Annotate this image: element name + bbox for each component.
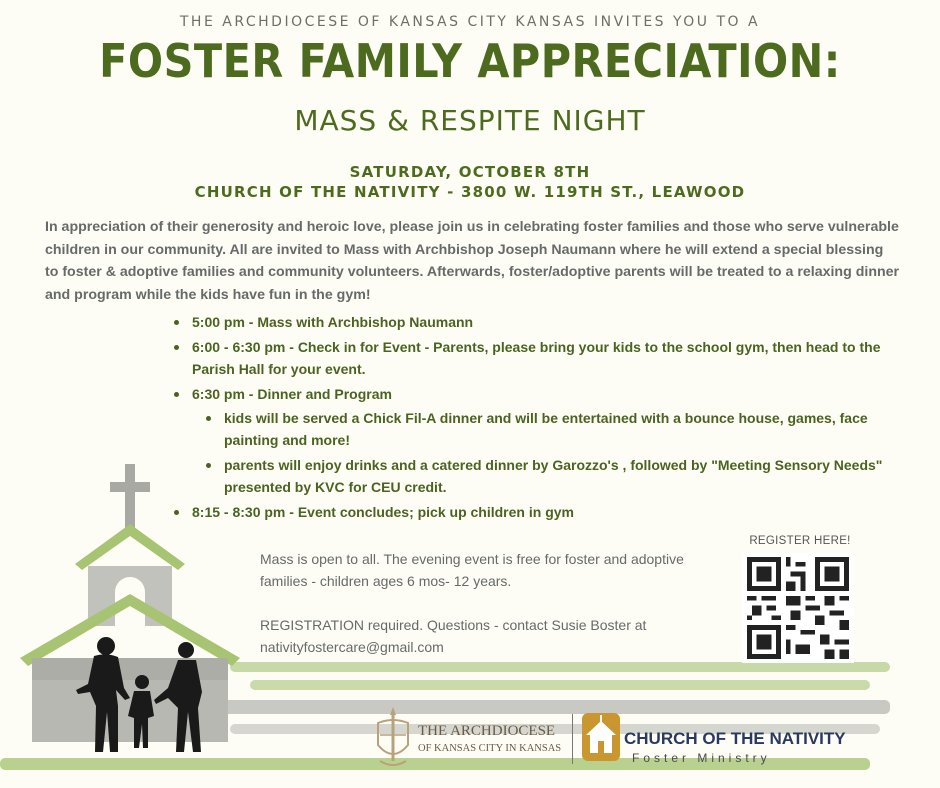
event-notes	[260, 548, 720, 680]
schedule-item-text: 5:00 pm - Mass with Archbishop Naumann	[192, 314, 474, 330]
archdiocese-name-line2: OF KANSAS CITY IN KANSAS	[418, 743, 562, 754]
logo-divider	[572, 714, 573, 764]
qr-code-icon	[746, 557, 850, 659]
header-kicker: THE ARCHDIOCESE OF KANSAS CITY KANSAS INVITES YOU TO A	[179, 14, 761, 30]
archdiocese-logo	[372, 705, 572, 771]
schedule-item	[172, 501, 902, 523]
event-date: SATURDAY, OCTOBER 8TH	[349, 163, 591, 181]
schedule-item	[172, 311, 902, 333]
church-family-illustration	[18, 462, 258, 762]
coat-of-arms-icon	[372, 705, 414, 771]
schedule-item-text: 8:15 - 8:30 pm - Event concludes; pick up children in gym	[192, 504, 574, 520]
registration-qr-code[interactable]	[742, 553, 854, 663]
decor-stripe	[250, 680, 870, 690]
intro-paragraph: In appreciation of their generosity and heroic love, please join us in celebrating foster families and those who serve vulnerable children in our community. All are invited to Mass with Archbishop Joseph Naumann where he will extend a special blessing to foster & adoptive families and community volunteers. Afterwards, foster/adoptive parents will be treated to a relaxing dinner and program while the kids have fun in the gym!	[45, 219, 900, 303]
registration-note: REGISTRATION required. Questions - contact Susie Boster at nativityfostercare@gmail.com	[260, 617, 647, 655]
dinner-details-list	[204, 407, 902, 498]
schedule-item	[172, 383, 902, 498]
nativity-name: CHURCH OF THE NATIVITY	[624, 729, 846, 748]
nativity-subtitle: Foster Ministry	[632, 751, 771, 765]
nativity-church-icon	[582, 713, 620, 761]
archdiocese-name-line1: THE ARCHDIOCESE	[418, 723, 556, 739]
schedule-list	[172, 311, 902, 526]
schedule-item-text: 6:30 pm - Dinner and Program	[192, 386, 392, 402]
register-label: REGISTER HERE!	[749, 535, 851, 547]
event-location: CHURCH OF THE NATIVITY - 3800 W. 119TH ST., LEAWOOD	[194, 183, 746, 201]
dinner-detail-item	[204, 454, 902, 498]
dinner-detail-text: kids will be served a Chick Fil-A dinner and will be entertained with a bounce house, games, face painting and more!	[224, 410, 868, 448]
page-title: FOSTER FAMILY APPRECIATION:	[99, 34, 841, 88]
schedule-item	[172, 336, 902, 380]
dinner-detail-item	[204, 407, 902, 451]
schedule-item-text: 6:00 - 6:30 pm - Check in for Event - Parents, please bring your kids to the school gym, then head to the Parish Hall for your event.	[192, 339, 881, 377]
open-to-all-note: Mass is open to all. The evening event is free for foster and adoptive families - children ages 6 mos- 12 years.	[260, 551, 684, 589]
cross-icon	[125, 464, 135, 528]
nativity-logo	[582, 713, 872, 769]
page-subtitle: MASS & RESPITE NIGHT	[294, 104, 646, 137]
dinner-detail-text: parents will enjoy drinks and a catered dinner by Garozzo's , followed by "Meeting Sensory Needs" presented by KVC for CEU credit.	[224, 457, 883, 495]
